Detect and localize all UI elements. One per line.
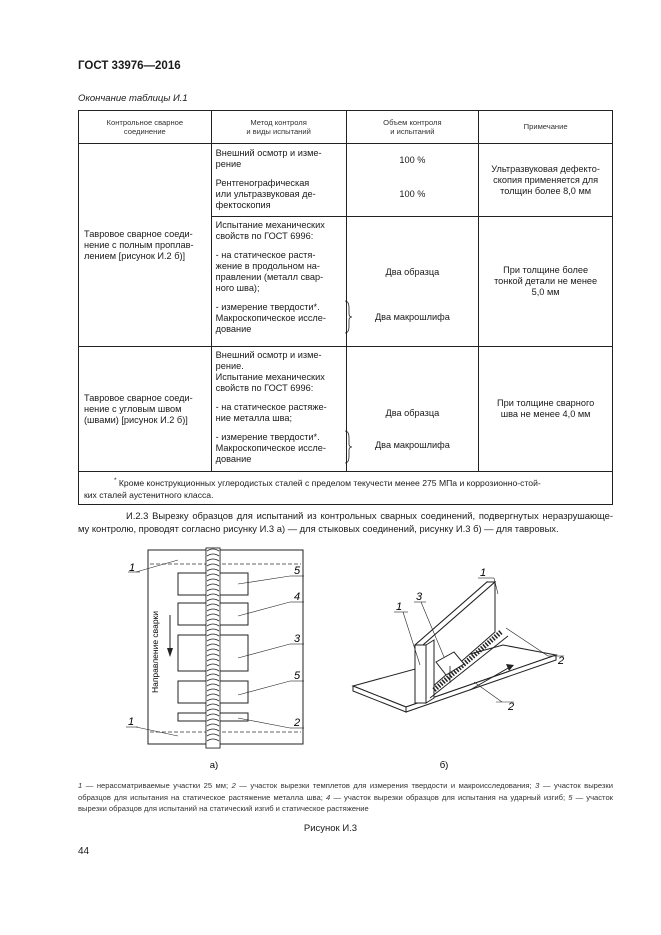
brace-icon	[344, 430, 353, 464]
joint-cell: Тавровое сварное соеди- нение с полным проплав- лением [рисунок И.2 б)]	[79, 144, 212, 347]
inspection-table	[78, 110, 613, 505]
callout-label: 3	[294, 633, 301, 645]
figure-a-butt-joint	[126, 548, 304, 771]
figure-a-sublabel: а)	[209, 760, 219, 771]
method-cell: Внешний осмотр и изме- рение Рентгенографическая или ультразвуковая де- фектоскопия	[211, 144, 346, 217]
volume-cell: Два образца Два макрошлифа	[346, 217, 479, 347]
callout-label: 2	[558, 655, 565, 667]
header-method: Метод контроля и виды испытаний	[211, 111, 346, 144]
page-number: 44	[78, 846, 90, 857]
callout-label: 1	[480, 567, 487, 579]
figure-legend: 1 — нерассматриваемые участки 25 мм; 2 — участок вырезки темплетов для измерения твердости и макроисследования; 3 — участок вырезки образцов для испытания на статическое растяжение металла шва; 4 — участок вырезки образцов для испытания на ударный изгиб; 5 — участок вырезки образцов для испытаний на статический изгиб и статическое растяжение	[78, 781, 613, 813]
document-header: ГОСТ 33976—2016	[78, 60, 181, 72]
callout-label: 5	[294, 670, 301, 682]
callout-label: 2	[294, 717, 301, 729]
figure-b-t-joint	[353, 567, 564, 771]
volume-cell: 100 % 100 %	[346, 144, 479, 217]
table-row	[79, 144, 613, 217]
brace-icon	[344, 300, 353, 334]
footnote-cell: * Кроме конструкционных углеродистых сталей с пределом текучести менее 275 МПа и коррозионно-стой- ких сталей аустенитного класса.	[79, 472, 613, 505]
callout-label: 2	[508, 701, 515, 713]
header-volume: Объем контроля и испытаний	[346, 111, 479, 144]
header-joint: Контрольное сварное соединение	[79, 111, 212, 144]
header-note: Примечание	[479, 111, 613, 144]
callout-label: 5	[294, 565, 301, 577]
figure-b-sublabel: б)	[439, 760, 449, 771]
arrow-down-icon	[167, 648, 173, 657]
table-caption: Окончание таблицы И.1	[78, 93, 188, 104]
callout-label: 3	[416, 591, 423, 603]
figure-i-3	[78, 540, 613, 775]
joint-cell: Тавровое сварное соеди- нение с угловым швом (швами) [рисунок И.2 б)]	[79, 347, 212, 472]
note-cell: При толщине более тонкой детали не менее 5,0 мм	[479, 217, 613, 347]
welding-direction-label: Направление сварки	[150, 610, 160, 694]
callout-label: 4	[294, 591, 301, 603]
table-row	[79, 347, 613, 472]
volume-cell: Два образца Два макрошлифа	[346, 347, 479, 472]
paragraph-i-2-3: И.2.3 Вырезку образцов для испытаний из контрольных сварных соединений, подвергнутых неразрушающе- му контролю, проводят согласно рисунку И.3 а) — для стыковых соединений, рисунку И.3 б) — для тавровых.	[78, 510, 613, 534]
figure-caption: Рисунок И.3	[303, 823, 358, 834]
callout-label: 1	[129, 562, 136, 574]
method-cell: Испытание механических свойств по ГОСТ 6996: - на статическое растя- жение в продольном на- правлении (металл свар- ного шва); - измерение твердости*. Макроскопическое иссле- дование	[211, 217, 346, 347]
note-cell: Ультразвуковая дефекто- скопия применяется для толщин более 8,0 мм	[479, 144, 613, 217]
callout-label: 1	[128, 716, 135, 728]
note-cell: При толщине сварного шва не менее 4,0 мм	[479, 347, 613, 472]
method-cell: Внешний осмотр и изме- рение. Испытание механических свойств по ГОСТ 6996: - на статическое растяже- ние металла шва; - измерение твердости*. Макроскопическое иссле- дование	[211, 347, 346, 472]
table-header-row	[79, 111, 613, 144]
footnote-row	[79, 472, 613, 505]
callout-label: 1	[396, 601, 403, 613]
